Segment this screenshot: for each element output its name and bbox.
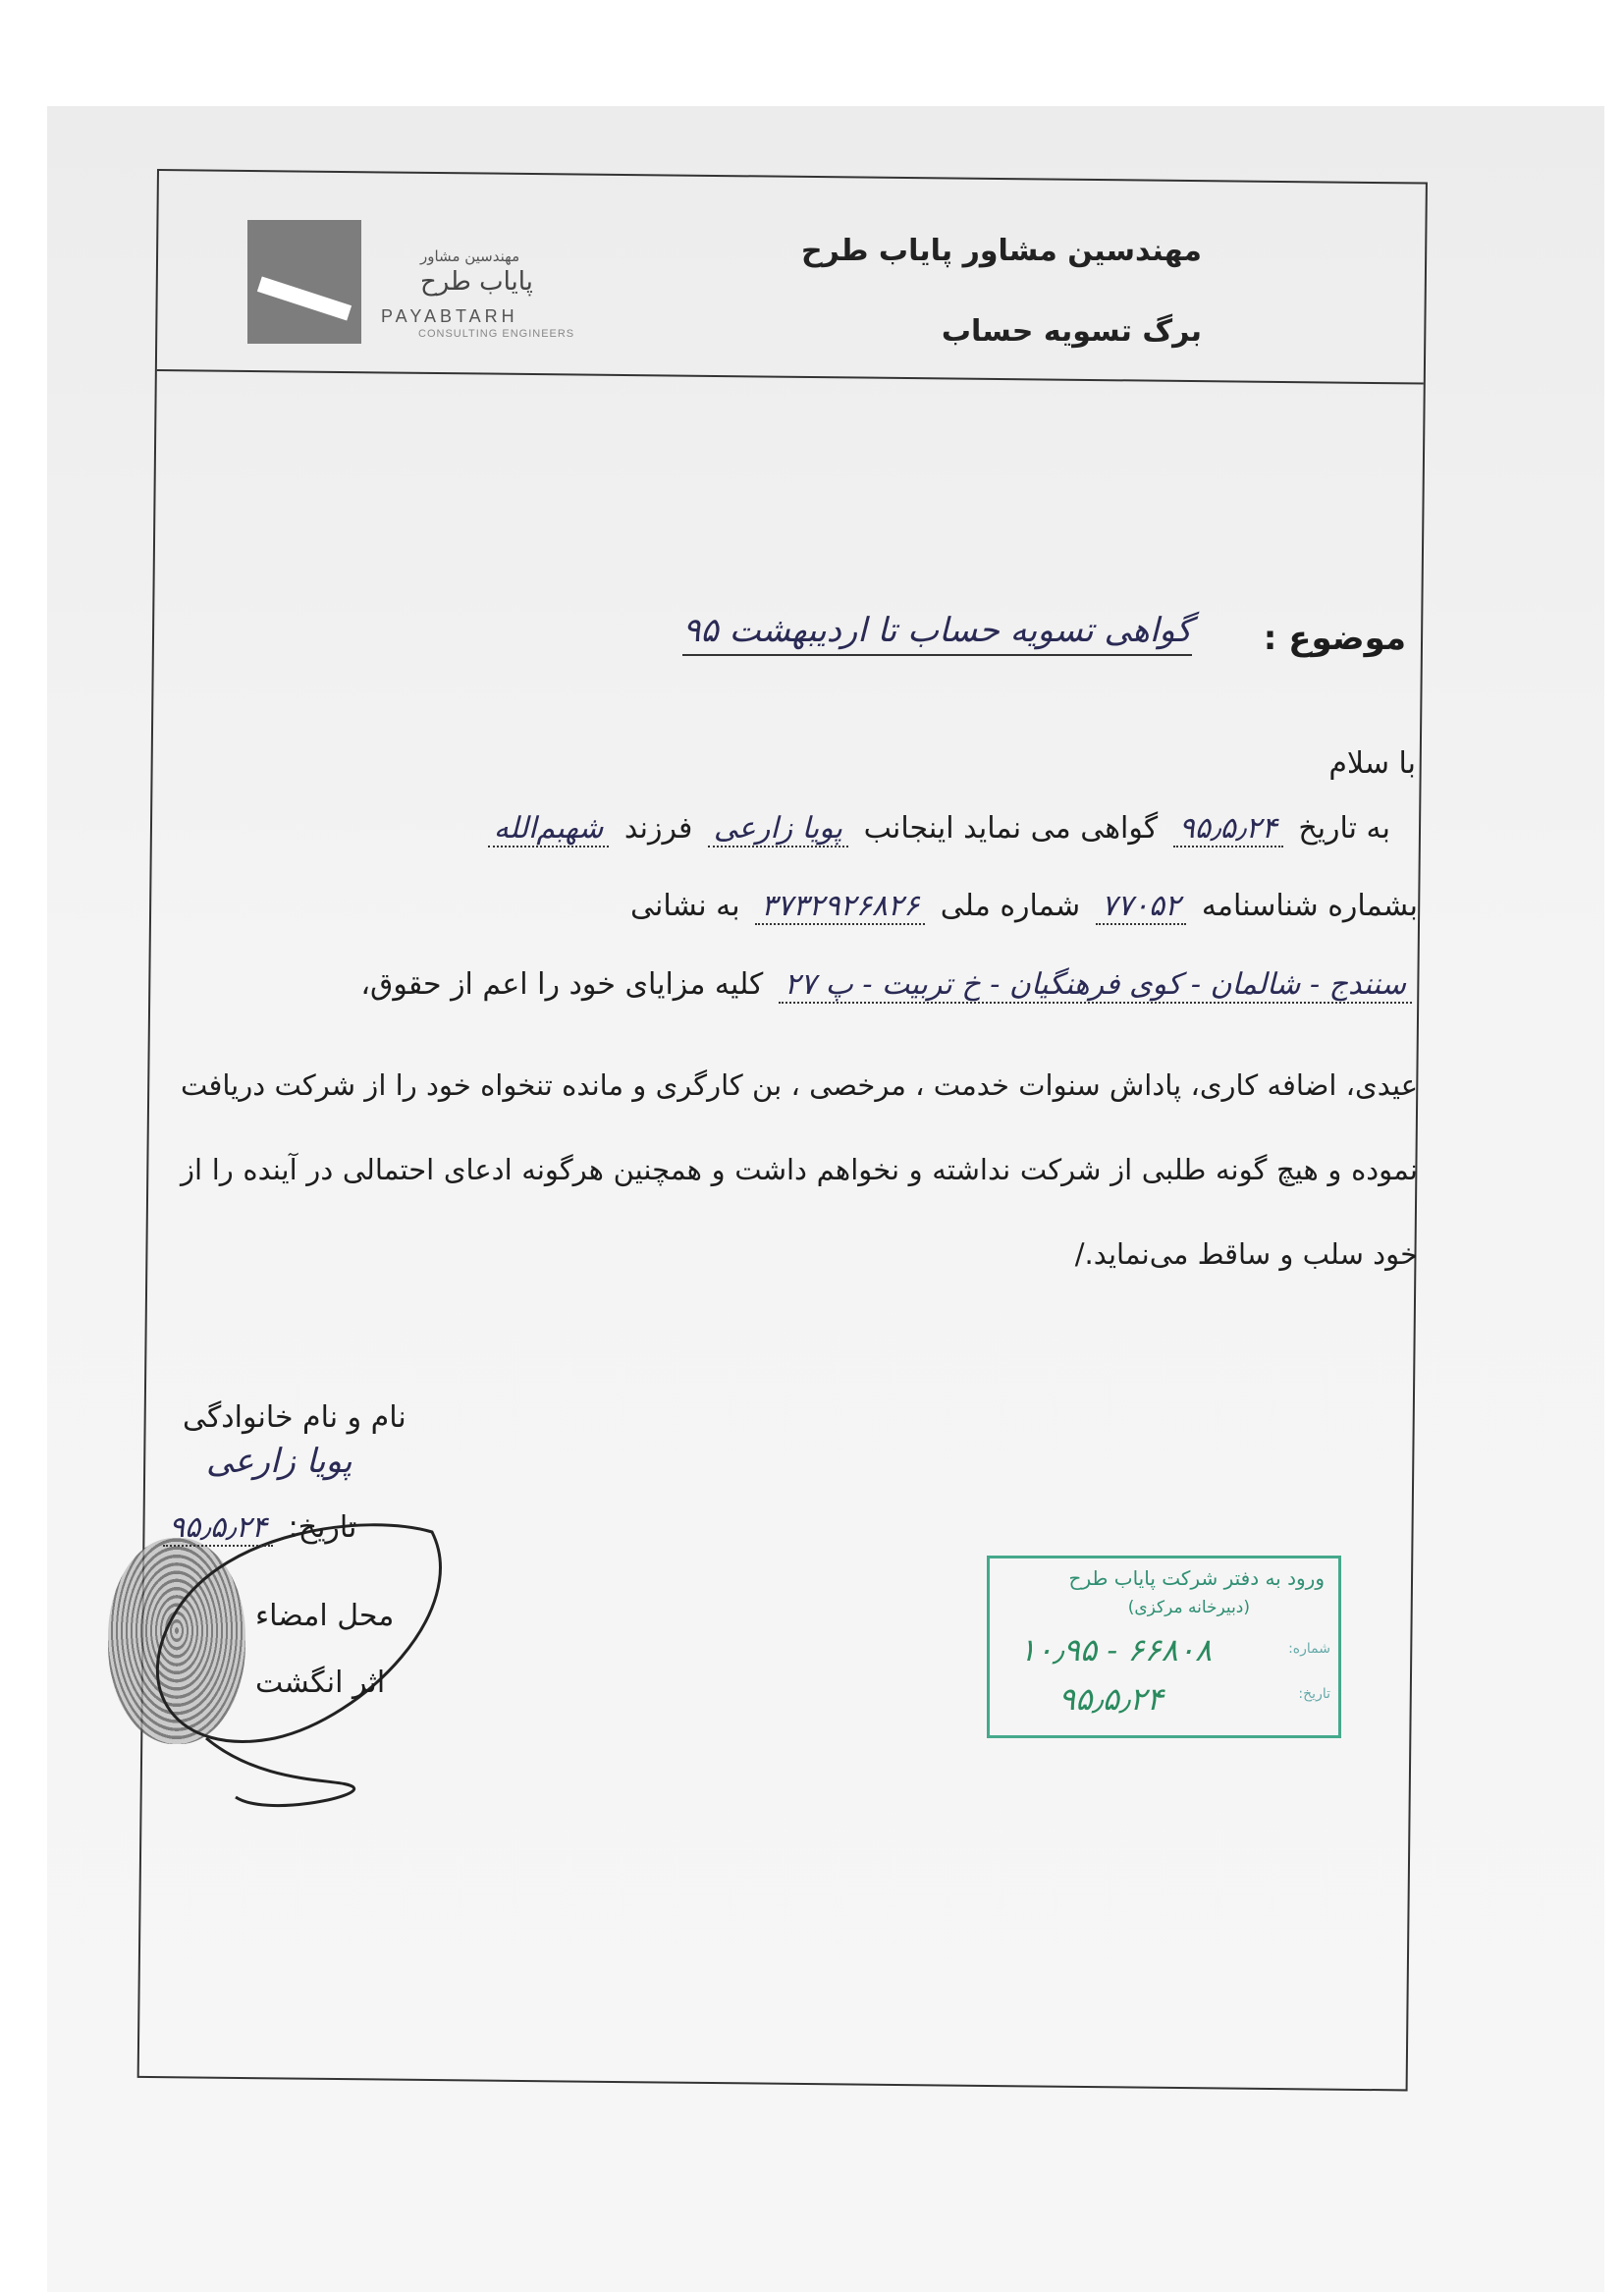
date-prefix: به تاریخ	[1298, 811, 1390, 846]
signature-date	[157, 1510, 356, 1547]
logo-mark-icon	[247, 220, 361, 344]
greeting: با سلام	[1328, 746, 1416, 781]
national-id-label: شماره ملی	[940, 889, 1081, 923]
child-of-label: فرزند	[623, 811, 693, 846]
address-value: سنندج - شالمان - کوی فرهنگیان - خ تربیت - پ ۲۷	[779, 967, 1412, 1004]
signer-name-value: پویا زارعی	[206, 1442, 352, 1481]
benefits-text: کلیه مزایای خود را اعم از حقوق،	[360, 967, 764, 1002]
stamp-subtitle: (دبیرخانه مرکزی)	[1127, 1598, 1250, 1617]
body-line-1	[482, 811, 1390, 847]
logo-text-en-sub: CONSULTING ENGINEERS	[418, 328, 575, 340]
stamp-date-value: ۹۵٫۵٫۲۴	[1058, 1680, 1164, 1718]
logo-text-small: مهندسین مشاور	[420, 247, 520, 265]
father-name: شهبم‌الله	[488, 811, 609, 847]
date-value: ۹۵٫۵٫۲۴	[1173, 811, 1283, 847]
id-value: ۷۷۰۵۲	[1096, 889, 1187, 925]
company-logo	[247, 220, 621, 344]
signature-date-label: تاریخ:	[288, 1510, 357, 1545]
body-paragraph: عیدی، اضافه کاری، پاداش سنوات خدمت ، مرخصی ، بن کارگری و مانده تنخواه خود را از شرکت دریافت نموده و هیچ گونه طلبی از شرکت نداشته و نخواهم داشت و همچنین هرگونه ادعای احتمالی در آینده را از خود سلب و ساقط می‌نماید./	[181, 1068, 1418, 1271]
signature-place-label: محل امضاء	[255, 1599, 395, 1633]
national-id-value: ۳۷۳۲۹۲۶۸۲۶	[755, 889, 925, 925]
fingerprint-label: اثر انگشت	[255, 1666, 386, 1700]
employee-name: پویا زارعی	[708, 811, 848, 847]
registry-stamp	[987, 1556, 1341, 1738]
stamp-title: ورود به دفتر شرکت پایاب طرح	[1068, 1566, 1325, 1590]
subject-value: گواهی تسویه حساب تا اردیبهشت ۹۵	[682, 611, 1192, 656]
body-line-3	[360, 967, 1418, 1004]
company-name: مهندسین مشاور پایاب طرح	[800, 234, 1202, 268]
stamp-number-label: شماره:	[1288, 1641, 1330, 1657]
id-label: بشماره شناسنامه	[1201, 889, 1418, 923]
stamp-number-value: ۱۰٫۹۵ - ۶۶۸۰۸	[1019, 1631, 1213, 1668]
certifies-text: گواهی می نماید اینجانب	[863, 811, 1159, 846]
logo-text-fa: پایاب طرح	[420, 267, 533, 297]
signature-date-value: ۹۵٫۵٫۲۴	[163, 1510, 273, 1547]
logo-text-en: PAYABTARH	[381, 306, 518, 326]
header-divider	[157, 369, 1424, 385]
address-label: به نشانی	[629, 889, 740, 923]
signer-name-label: نام و نام خانوادگی	[183, 1400, 406, 1435]
body-line-2	[630, 889, 1418, 925]
subject-label: موضوع :	[1263, 619, 1406, 658]
stamp-date-label: تاریخ:	[1298, 1686, 1330, 1702]
form-title: برگ تسویه حساب	[941, 314, 1202, 349]
